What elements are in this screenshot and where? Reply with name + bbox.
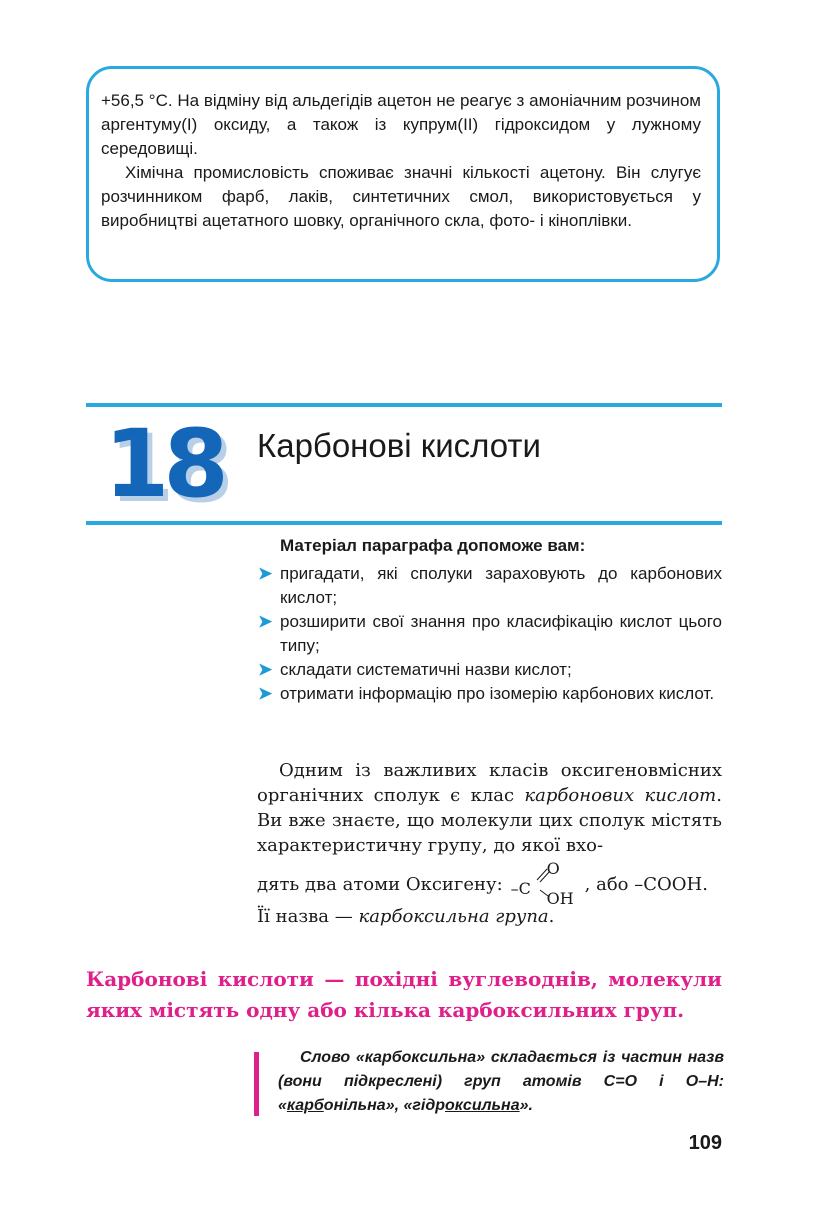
note [278, 1046, 724, 1118]
list-item [258, 562, 722, 610]
goal-text: пригадати, які сполуки зараховують до карбонових кислот; [280, 564, 722, 607]
intro-text-end: . Ви вже знаєте, що молекули цих сполук містять характеристичну групу, до якої вхо- [257, 785, 722, 856]
note-text [278, 1046, 724, 1118]
note-bar [254, 1052, 259, 1116]
box-paragraph-2: Хімічна промисловість споживає значні кількості ацетону. Він слугує розчинником фарб, лаків, синтетичних смол, використовується у виробництві ацетатного шовку, органічного скла, фото- і кіноплівки. [101, 163, 701, 230]
group-name-line [257, 904, 722, 929]
formula-oxygen: O [546, 859, 560, 878]
page-number: 109 [688, 1132, 722, 1154]
note-text-start: Слово «карбоксильна» складається із частин назв (вони підкреслені) груп атомів С=О і О–Н: « [278, 1049, 724, 1114]
definition: Карбонові кислоти — похідні вуглеводнів, молекули яких містять одну або кілька карбоксильних груп. [86, 967, 722, 1022]
goal-text: розширити свої знання про класифікацію кислот цього типу; [280, 612, 722, 655]
group-name-end: . [548, 906, 555, 927]
goal-text: складати систематичні назви кислот; [280, 660, 572, 679]
formula-prefix: дять два атоми Оксигену: [257, 873, 503, 895]
list-item [258, 610, 722, 658]
formula-suffix: , або –COOH. [584, 873, 708, 895]
intro-paragraph [257, 758, 722, 858]
formula-line [257, 859, 722, 908]
goals-title: Матеріал параграфа допоможе вам: [280, 536, 586, 555]
formula-hydroxyl: OH [546, 889, 574, 908]
formula-carbon: –C [510, 879, 531, 898]
term-carboxyl-group: карбоксильна група [358, 906, 549, 927]
chapter-number: 18 [104, 410, 223, 519]
chapter-bottom-rule [86, 521, 722, 525]
goal-text: отримати інформацію про ізомерію карбонових кислот. [280, 684, 715, 703]
chevron-right-icon: ➤ [258, 612, 273, 631]
group-name-prefix: Її назва — [257, 906, 359, 927]
list-item [258, 682, 722, 706]
chevron-right-icon: ➤ [258, 660, 273, 679]
term-carboxylic-acids: карбонових кислот [524, 785, 717, 806]
goals-list [258, 534, 722, 706]
chapter-top-rule [86, 403, 722, 407]
intro-text: Одним із важливих класів оксигеновмісних органічних сполук є клас [257, 760, 722, 806]
chevron-right-icon: ➤ [258, 564, 273, 583]
note-underline-2: оксильна [445, 1097, 520, 1114]
chevron-right-icon: ➤ [258, 684, 273, 703]
list-item [258, 658, 722, 682]
info-box [86, 66, 720, 282]
body-text [257, 758, 722, 929]
note-underline-1: карб [286, 1097, 324, 1114]
note-text-mid: онільна», «гідр [323, 1097, 446, 1114]
carboxyl-formula [510, 859, 581, 908]
box-paragraph-1: +56,5 °С. На відміну від альдегідів ацетон не реагує з амоніачним розчином аргентуму(І) оксиду, а також із купрум(ІІ) гідроксидом у лужному середовищі. [101, 91, 701, 158]
chapter-title: Карбонові кислоти [257, 427, 541, 464]
note-text-end: ». [519, 1097, 533, 1114]
